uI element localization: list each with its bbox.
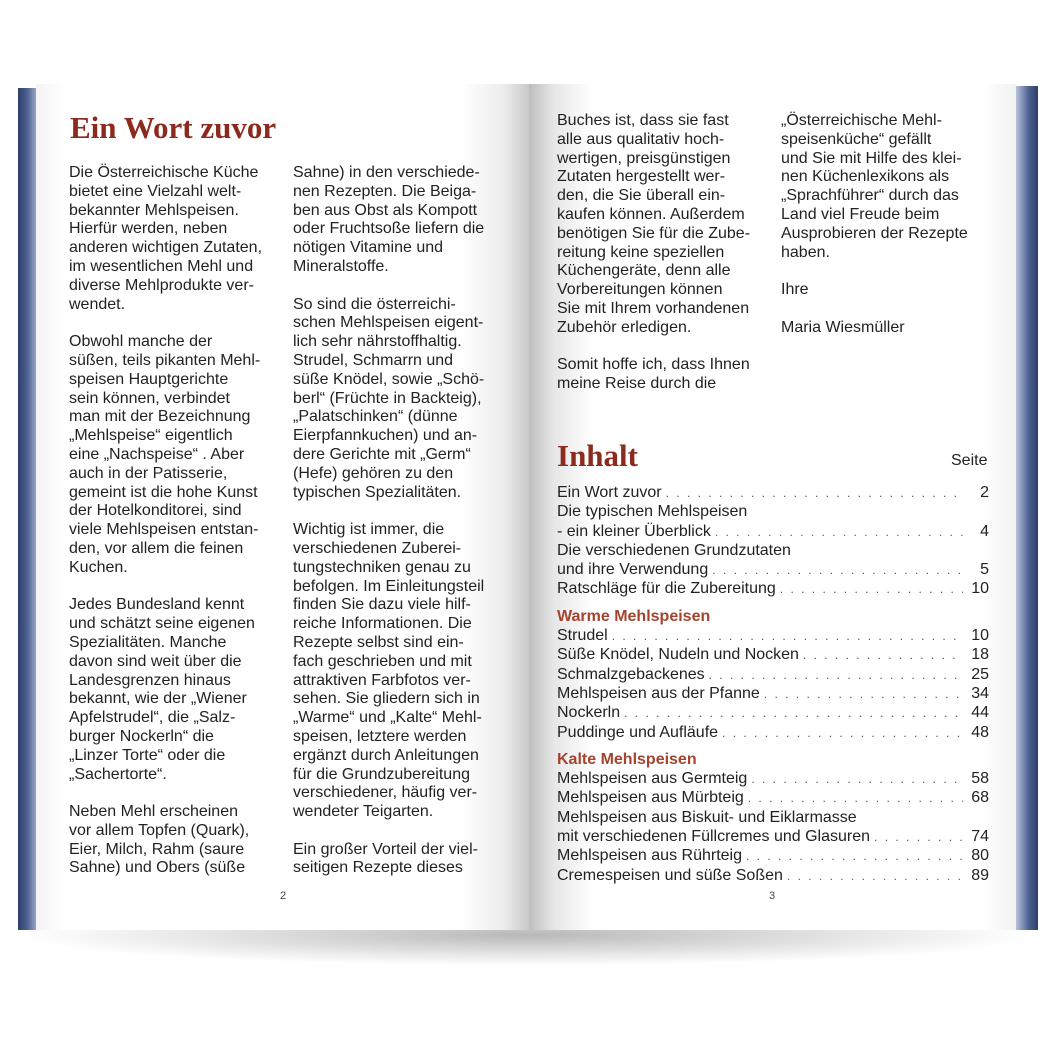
toc-entry-row [557,769,989,788]
toc-entry [557,788,989,807]
toc-entry-row [557,665,989,684]
toc-entry-page: 44 [971,704,989,722]
preface-heading: Ein Wort zuvor [70,110,277,145]
toc-entry-title: Ratschläge für die Zubereitung [557,580,776,598]
preface-col1-paragraph: Jedes Bundesland kennt und schätzt seine eigenen Spezialitäten. Manche davon sind weit über die Landesgrenzen hinaus bekannt, wie der „Wiener Apfelstrudel“, die „Salz- burger Nockerln“ die „Linzer Torte“ oder die „Sachertorte“. [69,596,255,783]
preface-continued-column-1 [557,112,772,413]
page-number-left: 2 [280,890,287,902]
toc-dot-leader [751,770,963,789]
toc-entry [557,579,989,598]
toc-entry-row [557,560,989,579]
toc-dot-leader [624,704,963,723]
table-of-contents [557,483,989,885]
preface-col2-paragraph: Wichtig ist immer, die verschiedenen Zuberei- tungstechniken genau zu befolgen. Im Einleitungsteil finden Sie dazu viele hilf- reiche Informationen. Die Rezepte selbst sind ein- fach geschrieben und mit attraktiven Farbfotos ver- sehen. Sie gliedern sich in „Warme“ und „Kalte“ Mehl- speisen, letztere werden ergänzt durch Anleitungen für die Grundzubereitung verschiedener, häufig ver- wendeter Teigarten. [293,521,485,821]
toc-entry-page: 68 [971,789,989,807]
toc-entry-row [557,866,989,885]
toc-dot-leader [787,867,963,886]
toc-dot-leader [874,828,963,847]
toc-entry-title: Puddinge und Aufläufe [557,723,719,741]
preface-col1-paragraph: Neben Mehl erscheinen vor allem Topfen (Quark), Eier, Milch, Rahm (saure Sahne) und Obers (süße [69,803,250,877]
toc-dot-leader [803,646,963,665]
toc-entry-title: - ein kleiner Überblick [557,522,711,540]
toc-section-heading: Kalte Mehlspeisen [557,750,697,768]
toc-entry-page: 25 [971,665,989,683]
preface-col4-paragraph: Maria Wiesmüller [781,318,905,336]
toc-entry [557,502,989,541]
toc-entry [557,866,989,885]
left-page [36,84,529,930]
toc-entry-title-line: Mehlspeisen aus Biskuit- und Eiklarmasse [557,808,857,826]
preface-column-2 [293,164,508,897]
preface-col3-paragraph: Buches ist, dass sie fast alle aus qualitativ hoch- wertigen, preisgünstigen Zutaten hergestellt wer- den, die Sie überall ein- kaufen können. Außerdem benötigen Sie für die Zube- reitung keine speziellen Küchengeräte, denn alle Vorbereitungen können Sie mit Ihrem vorhandenen Zubehör erledigen. [557,112,751,336]
toc-entry-row [557,723,989,742]
toc-entry-row [557,703,989,722]
preface-col4-paragraph: Ihre [781,281,809,299]
toc-entry [557,541,989,580]
toc-entry-page: 18 [971,646,989,664]
toc-entry [557,703,989,722]
toc-entry [557,645,989,664]
toc-dot-leader [722,724,963,743]
toc-entry [557,684,989,703]
toc-dot-leader [748,789,963,808]
toc-entry-row [557,788,989,807]
toc-entry-title: Strudel [557,627,608,645]
toc-dot-leader [780,580,963,599]
toc-entry-title: Schmalzgebackenes [557,665,705,683]
toc-entry-row [557,645,989,664]
toc-entry-title: Mehlspeisen aus Mürbteig [557,789,744,807]
toc-entry-row [557,483,989,502]
toc-dot-leader [712,561,963,580]
right-page [529,84,1016,930]
toc-dot-leader [715,523,963,542]
toc-entry-page: 89 [971,866,989,884]
toc-entry-page: 5 [980,561,989,579]
toc-entry-title: Mehlspeisen aus der Pfanne [557,684,760,702]
toc-entry-row [557,827,989,846]
toc-dot-leader [746,847,963,866]
toc-entry-title-line: Die typischen Mehlspeisen [557,503,748,521]
preface-col3-paragraph: Somit hoffe ich, dass Ihnen meine Reise durch die [557,356,750,393]
toc-page-label: Seite [951,452,988,469]
toc-entry-page: 58 [971,770,989,788]
toc-entry-row [557,846,989,865]
toc-dot-leader [709,666,963,685]
toc-entry-title: Süße Knödel, Nudeln und Nocken [557,646,799,664]
toc-entry-page: 48 [971,723,989,741]
toc-entry [557,808,989,847]
toc-entry-page: 10 [971,580,989,598]
toc-entry-title: und ihre Verwendung [557,561,709,579]
preface-col2-paragraph: Sahne) in den verschiede- nen Rezepten. Die Beiga- ben aus Obst als Kompott oder Fruchtsoße liefern die nötigen Vitamine und Mineralstoffe. [293,164,485,275]
toc-entry-page: 2 [980,484,989,501]
toc-entry-title-line: Die verschiedenen Grundzutaten [557,541,791,559]
toc-entry-page: 80 [971,847,989,865]
toc-entry-page: 4 [980,522,989,540]
toc-dot-leader [612,627,963,646]
toc-entry [557,626,989,645]
toc-entry [557,723,989,742]
toc-heading: Inhalt [557,438,638,473]
toc-entry [557,665,989,684]
toc-dot-leader [666,484,963,503]
toc-entry-page: 34 [971,684,989,702]
toc-entry [557,483,989,502]
toc-entry [557,769,989,788]
toc-entry-title: Ein Wort zuvor [557,484,662,501]
toc-dot-leader [764,685,963,704]
toc-entry-page: 74 [971,828,989,846]
toc-entry [557,846,989,865]
toc-entry-title: Cremespeisen und süße Soßen [557,866,783,884]
preface-col2-paragraph: Ein großer Vorteil der viel- seitigen Rezepte dieses [293,840,478,877]
toc-entry-title: Nockerln [557,704,621,722]
preface-col2-paragraph: So sind die österreichi- schen Mehlspeisen eigent- lich sehr nährstoffhaltig. Strudel, Schmarrn und süße Knödel, sowie „Schö- berl“ (Früchte in Backteig), „Palatschinken“ (dünne Eierpfannkuchen) und an- dere Gerichte mit „Germ“ (Hefe) gehören zu den typischen Spezialitäten. [293,295,485,501]
page-number-right: 3 [769,890,776,902]
preface-col1-paragraph: Obwohl manche der süßen, teils pikanten Mehl- speisen Hauptgerichte sein können, verbindet man mit der Bezeichnung „Mehlspeise“ eigentlich eine „Nachspeise“ . Aber auch in der Patisserie, gemeint ist die hohe Kunst der Hotelkonditorei, sind viele Mehlspeisen entstan- den, vor allem die feinen Kuchen. [69,333,261,576]
preface-column-1 [69,164,279,897]
toc-entry-row [557,522,989,541]
toc-entry-row [557,579,989,598]
preface-continued-column-2 [781,112,996,356]
toc-entry-title: mit verschiedenen Füllcremes und Glasuren [557,828,871,846]
toc-entry-row [557,684,989,703]
toc-entry-title: Mehlspeisen aus Rührteig [557,847,742,865]
toc-entry-row [557,626,989,645]
toc-entry-page: 10 [971,627,989,645]
toc-entry-title: Mehlspeisen aus Germteig [557,770,748,788]
preface-col4-paragraph: „Österreichische Mehl- speisenküche“ gefällt und Sie mit Hilfe des klei- nen Küchenlexikons als „Sprachführer“ durch das Land viel Freude beim Ausprobieren der Rezepte haben. [781,112,968,261]
toc-section-heading: Warme Mehlspeisen [557,607,711,625]
preface-col1-paragraph: Die Österreichische Küche bietet eine Vielzahl welt- bekannter Mehlspeisen. Hierfür werden, neben anderen wichtigen Zutaten, im wesentlichen Mehl und diverse Mehlprodukte ver- wendet. [69,164,263,313]
